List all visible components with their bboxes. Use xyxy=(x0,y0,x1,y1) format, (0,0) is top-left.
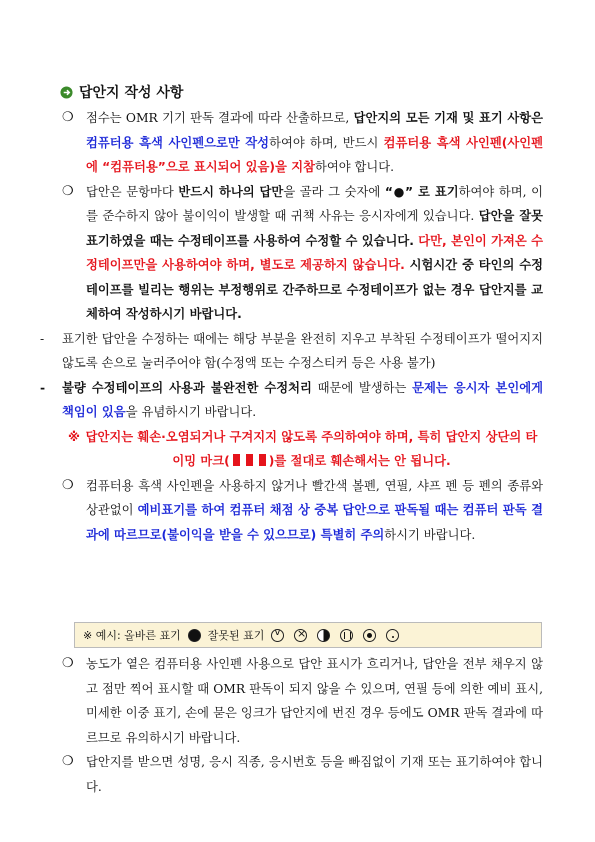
instruction-item-2: ❍ 답안은 문항마다 반드시 하나의 답만을 골라 그 숫자에 “●” 로 표기하여야 하며, 이를 준수하지 않아 불이익이 발생할 때 귀책 사유는 응시자에게 있습니다. 답안을 잘못 표기하였을 때는 수정테이프를 사용하여 수정할 수 있습니다. 다만, 본인이 가져온 수정테이프만을 사용하여야 하며, 별도로 제공하지 않습니다. 시험시간 중 타인의 수정테이프를 빌리는 행위는 부정행위로 간주하므로 수정테이프가 없는 경우 답안지를 교체하여 작성하시기 바랍니다. xyxy=(62,180,543,327)
circle-bullet-icon: ❍ xyxy=(62,754,74,769)
instruction-item-5: ❍ 답안지를 받으면 성명, 응시 직종, 응시번호 등을 빠짐없이 기재 또는 표기하여야 합니다. xyxy=(62,750,543,799)
reference-mark: ※ xyxy=(68,429,80,444)
circle-bullet-icon: ❍ xyxy=(62,656,74,671)
instruction-item-3: ❍ 컴퓨터용 흑색 사인펜을 사용하지 않거나 빨간색 볼펜, 연필, 샤프 펜 등 펜의 종류와 상관없이 예비표기를 하여 컴퓨터 채점 상 중복 답안으로 판독될 때는 컴퓨터 판독 결과에 따르므로(불이익을 받을 수 있으므로) 특별히 주의하시기 바랍니다. xyxy=(62,474,543,548)
instruction-item-4: ❍ 농도가 옅은 컴퓨터용 사인펜 사용으로 답안 표시가 흐리거나, 답안을 전부 채우지 않고 점만 찍어 표시할 때 OMR 판독이 되지 않을 수 있으며, 연필 등에 의한 예비 표시, 미세한 이중 표기, 손에 묻은 잉크가 답안지에 번진 경우 등에도 OMR 판독 결과에 따르므로 유의하시기 바랍니다. xyxy=(62,652,543,750)
dash-bullet: - xyxy=(40,331,45,346)
circle-bullet-icon: ❍ xyxy=(62,183,74,199)
timing-mark-icon xyxy=(259,454,266,466)
instructions-body xyxy=(40,106,544,547)
small-dot-circle-icon xyxy=(386,629,399,642)
circle-bullet-icon: ❍ xyxy=(62,477,74,493)
example-wrong-label: 잘못된 표기 xyxy=(207,629,265,642)
bold-dash-bullet: - xyxy=(40,380,46,395)
section-title xyxy=(60,82,183,102)
instruction-item-1: ❍ 점수는 OMR 기기 판독 결과에 따라 산출하므로, 답안지의 모든 기재 및 표기 사항은 컴퓨터용 흑색 사인펜으로만 작성하여야 하며, 반드시 컴퓨터용 흑색 사인펜(사인펜에 “컴퓨터용”으로 표시되어 있음)을 지참하여야 합니다. xyxy=(62,106,543,180)
warning-note: ※ 답안지는 훼손·오염되거나 구겨지지 않도록 주의하여야 하며, 특히 답안지 상단의 타이밍 마크( )를 절대로 훼손해서는 안 됩니다. xyxy=(62,425,543,474)
timing-mark-icon xyxy=(233,454,240,466)
example-correct-label: ※ 예시: 올바른 표기 xyxy=(83,629,181,642)
half-filled-circle-icon xyxy=(317,629,330,642)
instructions-body-lower xyxy=(62,652,543,799)
check-circle-icon xyxy=(271,629,284,642)
marking-example-box xyxy=(74,622,542,648)
bars-circle-icon xyxy=(340,629,353,642)
section-title-text: 답안지 작성 사항 xyxy=(79,85,184,101)
circle-arrow-icon xyxy=(60,86,73,99)
dot-circle-icon xyxy=(363,629,376,642)
sub-item-responsibility: - 불량 수정테이프의 사용과 불완전한 수정처리 때문에 발생하는 문제는 응시자 본인에게 책임이 있음을 유념하시기 바랍니다. xyxy=(40,376,543,425)
sub-item-correction: - 표기한 답안을 수정하는 때에는 해당 부분을 완전히 지우고 부착된 수정테이프가 떨어지지 않도록 손으로 눌러주어야 함(수정액 또는 수정스티커 등은 사용 불가) xyxy=(40,327,543,376)
filled-circle-icon xyxy=(188,629,201,642)
timing-mark-icon xyxy=(246,454,253,466)
x-circle-icon xyxy=(294,629,307,642)
circle-bullet-icon: ❍ xyxy=(62,110,74,125)
